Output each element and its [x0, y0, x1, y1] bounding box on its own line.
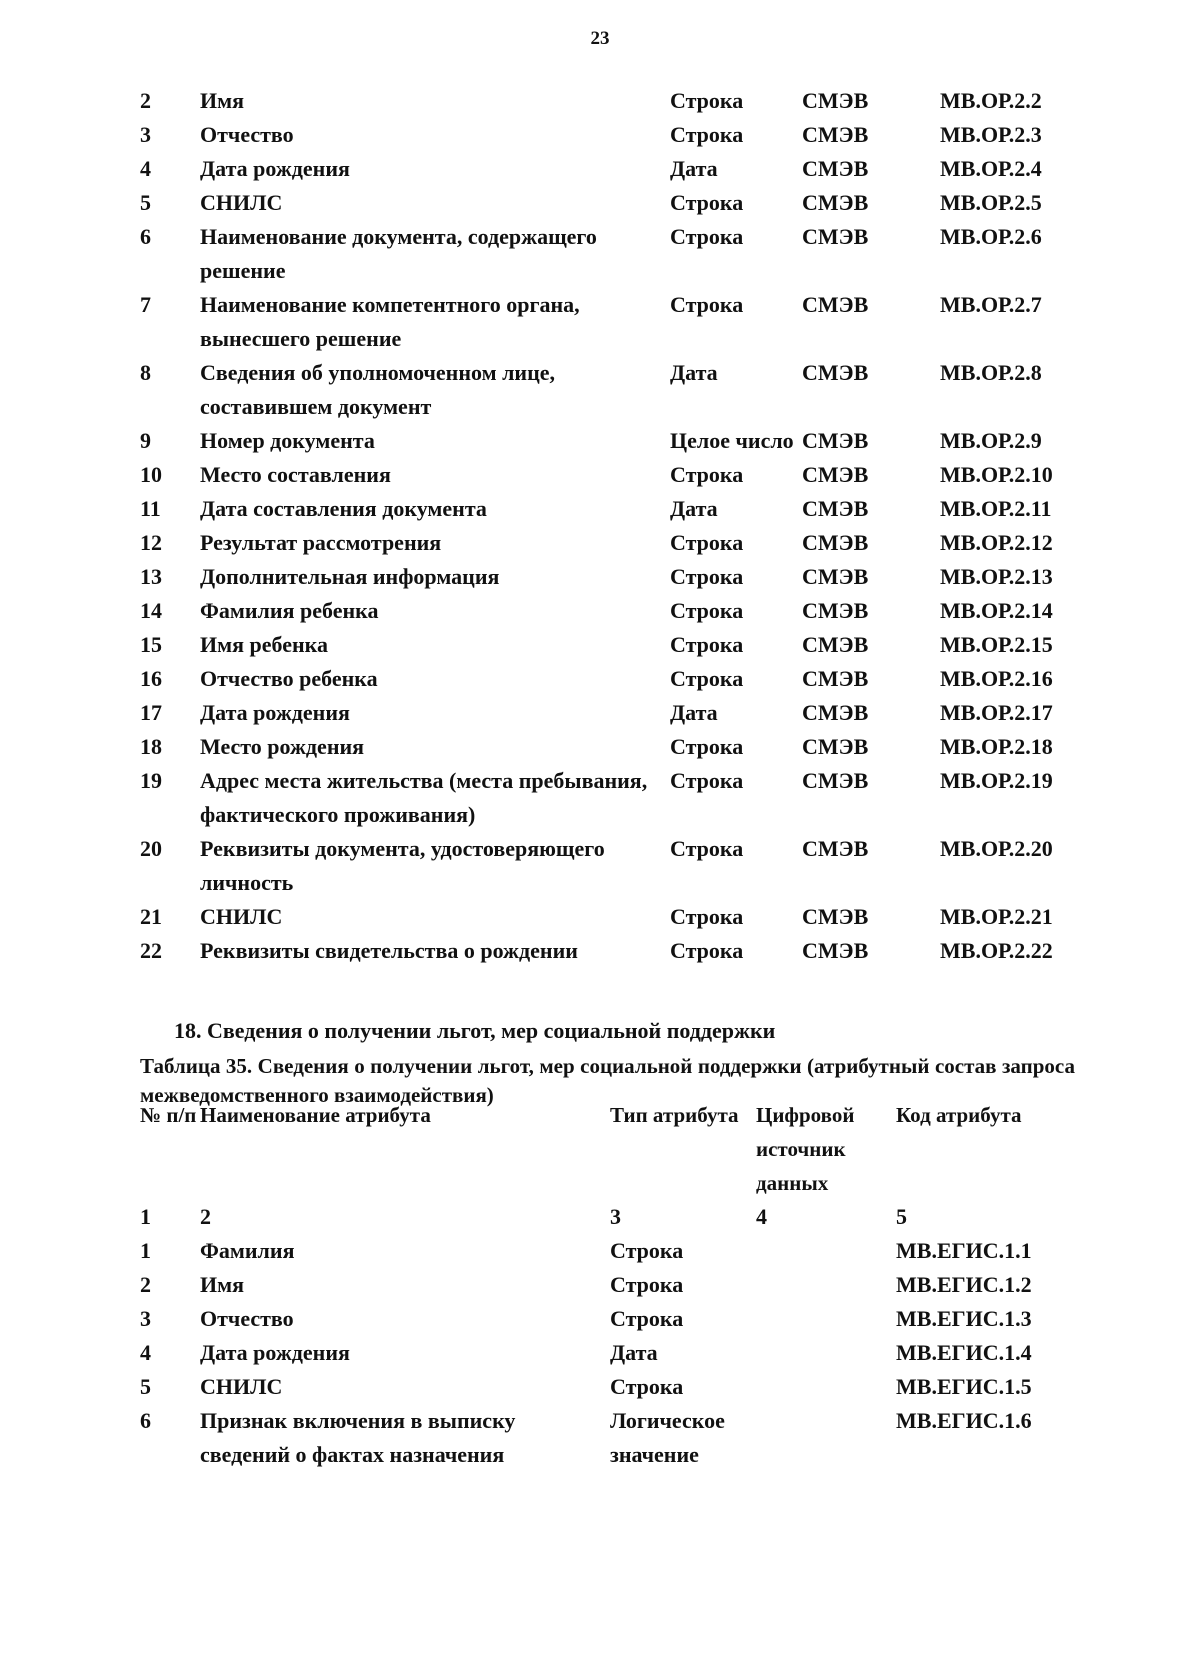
row-number: 3 — [140, 1306, 151, 1331]
row-number: 6 — [140, 224, 151, 249]
attribute-name: Дата рождения — [200, 156, 350, 181]
table-row — [140, 220, 1080, 288]
attribute-name: Признак включения в выписку сведений о фактах назначения — [200, 1408, 516, 1467]
attribute-type: Строка — [670, 598, 744, 623]
attribute-name: Дата рождения — [200, 1340, 350, 1365]
attribute-code: МВ.ОР.2.10 — [940, 462, 1053, 487]
table-row — [140, 458, 1080, 492]
table-row — [140, 1268, 1080, 1302]
row-number: 1 — [140, 1238, 151, 1263]
attribute-type: Строка — [670, 836, 744, 861]
attribute-name: Фамилия ребенка — [200, 598, 379, 623]
row-number: 21 — [140, 904, 162, 929]
attribute-type: Строка — [670, 122, 744, 147]
column-number-3: 3 — [610, 1204, 621, 1229]
attribute-name: Фамилия — [200, 1238, 295, 1263]
attribute-type: Строка — [610, 1238, 684, 1263]
row-number: 10 — [140, 462, 162, 487]
data-source: СМЭВ — [802, 836, 869, 861]
attribute-type: Дата — [670, 700, 718, 725]
column-number-2: 2 — [200, 1204, 211, 1229]
table-row — [140, 424, 1080, 458]
attribute-name: Дата рождения — [200, 700, 350, 725]
attribute-name: Отчество ребенка — [200, 666, 378, 691]
header-source: Цифровой источник данных — [756, 1103, 855, 1195]
attribute-code: МВ.ЕГИС.1.6 — [896, 1408, 1032, 1433]
attribute-type: Строка — [670, 768, 744, 793]
table-row — [140, 594, 1080, 628]
table-row — [140, 1370, 1080, 1404]
attribute-code: МВ.ЕГИС.1.1 — [896, 1238, 1032, 1263]
row-number: 9 — [140, 428, 151, 453]
row-number: 14 — [140, 598, 162, 623]
row-number: 5 — [140, 190, 151, 215]
data-source: СМЭВ — [802, 292, 869, 317]
attribute-type: Строка — [610, 1374, 684, 1399]
data-source: СМЭВ — [802, 564, 869, 589]
row-number: 13 — [140, 564, 162, 589]
attribute-type: Строка — [670, 666, 744, 691]
attribute-code: МВ.ОР.2.20 — [940, 836, 1053, 861]
column-numbers-row — [140, 1200, 1080, 1234]
attribute-type: Строка — [610, 1306, 684, 1331]
attribute-code: МВ.ОР.2.11 — [940, 496, 1052, 521]
row-number: 20 — [140, 836, 162, 861]
attribute-code: МВ.ОР.2.14 — [940, 598, 1053, 623]
table-row — [140, 764, 1080, 832]
table-header-row — [140, 1098, 1080, 1200]
data-source: СМЭВ — [802, 462, 869, 487]
attribute-code: МВ.ЕГИС.1.2 — [896, 1272, 1032, 1297]
attribute-name: Имя — [200, 88, 244, 113]
attributes-table-continued — [140, 84, 1080, 968]
table-row — [140, 118, 1080, 152]
data-source: СМЭВ — [802, 122, 869, 147]
attribute-type: Целое число — [670, 428, 794, 453]
table-row — [140, 186, 1080, 220]
data-source: СМЭВ — [802, 360, 869, 385]
row-number: 4 — [140, 1340, 151, 1365]
table-row — [140, 288, 1080, 356]
column-number-1: 1 — [140, 1204, 151, 1229]
row-number: 11 — [140, 496, 161, 521]
table-row — [140, 1302, 1080, 1336]
table-row — [140, 730, 1080, 764]
attribute-name: Результат рассмотрения — [200, 530, 442, 555]
attribute-code: МВ.ЕГИС.1.3 — [896, 1306, 1032, 1331]
table-row — [140, 1234, 1080, 1268]
attribute-name: Отчество — [200, 1306, 294, 1331]
data-source: СМЭВ — [802, 598, 869, 623]
data-source: СМЭВ — [802, 938, 869, 963]
data-source: СМЭВ — [802, 428, 869, 453]
attribute-type: Строка — [670, 564, 744, 589]
row-number: 2 — [140, 1272, 151, 1297]
attribute-type: Строка — [670, 88, 744, 113]
attribute-code: МВ.ЕГИС.1.4 — [896, 1340, 1032, 1365]
table-row — [140, 1336, 1080, 1370]
attribute-code: МВ.ОР.2.19 — [940, 768, 1053, 793]
attribute-type: Дата — [670, 156, 718, 181]
data-source: СМЭВ — [802, 190, 869, 215]
table-row — [140, 900, 1080, 934]
attribute-type: Строка — [670, 734, 744, 759]
table-caption: Таблица 35. Сведения о получении льгот, мер социальной поддержки (атрибутный состав запроса межведомственного взаимодействия) — [140, 1054, 1075, 1107]
attribute-code: МВ.ОР.2.13 — [940, 564, 1053, 589]
attribute-name: СНИЛС — [200, 190, 283, 215]
table-row — [140, 356, 1080, 424]
attribute-type: Логическое значение — [610, 1408, 725, 1467]
attribute-type: Строка — [670, 632, 744, 657]
attribute-name: Дата составления документа — [200, 496, 487, 521]
attribute-name: Место рождения — [200, 734, 365, 759]
header-type: Тип атрибута — [610, 1103, 739, 1127]
header-num: № п/п — [140, 1103, 197, 1127]
row-number: 8 — [140, 360, 151, 385]
attribute-type: Строка — [670, 938, 744, 963]
attribute-code: МВ.ОР.2.22 — [940, 938, 1053, 963]
row-number: 2 — [140, 88, 151, 113]
row-number: 12 — [140, 530, 162, 555]
attribute-name: Дополнительная информация — [200, 564, 500, 589]
row-number: 19 — [140, 768, 162, 793]
attribute-name: Номер документа — [200, 428, 375, 453]
attribute-code: МВ.ЕГИС.1.5 — [896, 1374, 1032, 1399]
table-row — [140, 152, 1080, 186]
page-number: 23 — [590, 28, 610, 49]
attribute-name: Отчество — [200, 122, 294, 147]
attributes-table-35 — [140, 1098, 1080, 1472]
row-number: 16 — [140, 666, 162, 691]
attribute-type: Дата — [670, 496, 718, 521]
attribute-name: Наименование документа, содержащего решение — [200, 224, 597, 283]
data-source: СМЭВ — [802, 700, 869, 725]
data-source: СМЭВ — [802, 530, 869, 555]
attribute-type: Строка — [670, 224, 744, 249]
row-number: 15 — [140, 632, 162, 657]
data-source: СМЭВ — [802, 156, 869, 181]
attribute-code: МВ.ОР.2.15 — [940, 632, 1053, 657]
row-number: 17 — [140, 700, 162, 725]
attribute-code: МВ.ОР.2.9 — [940, 428, 1042, 453]
attribute-name: Сведения об уполномоченном лице, составившем документ — [200, 360, 556, 419]
attribute-name: Адрес места жительства (места пребывания, фактического проживания) — [200, 768, 648, 827]
table-row — [140, 662, 1080, 696]
attribute-type: Дата — [610, 1340, 658, 1365]
attribute-type: Дата — [670, 360, 718, 385]
row-number: 5 — [140, 1374, 151, 1399]
table-row — [140, 628, 1080, 662]
row-number: 6 — [140, 1408, 151, 1433]
table-row — [140, 1404, 1080, 1472]
data-source: СМЭВ — [802, 666, 869, 691]
attribute-name: Имя — [200, 1272, 244, 1297]
table-row — [140, 492, 1080, 526]
attribute-type: Строка — [670, 530, 744, 555]
table-row — [140, 84, 1080, 118]
row-number: 18 — [140, 734, 162, 759]
table-row — [140, 696, 1080, 730]
table-body — [140, 1234, 1080, 1472]
header-name: Наименование атрибута — [200, 1103, 431, 1127]
attribute-name: Реквизиты свидетельства о рождении — [200, 938, 578, 963]
attribute-code: МВ.ОР.2.6 — [940, 224, 1042, 249]
row-number: 22 — [140, 938, 162, 963]
attribute-code: МВ.ОР.2.12 — [940, 530, 1053, 555]
attribute-name: Место составления — [200, 462, 391, 487]
attribute-type: Строка — [670, 190, 744, 215]
attribute-name: СНИЛС — [200, 1374, 283, 1399]
table-row — [140, 560, 1080, 594]
table-row — [140, 526, 1080, 560]
attribute-code: МВ.ОР.2.4 — [940, 156, 1042, 181]
attribute-type: Строка — [670, 462, 744, 487]
data-source: СМЭВ — [802, 734, 869, 759]
attribute-code: МВ.ОР.2.2 — [940, 88, 1042, 113]
attribute-type: Строка — [670, 292, 744, 317]
data-source: СМЭВ — [802, 768, 869, 793]
attribute-name: Реквизиты документа, удостоверяющего личность — [200, 836, 605, 895]
data-source: СМЭВ — [802, 496, 869, 521]
row-number: 3 — [140, 122, 151, 147]
attribute-name: СНИЛС — [200, 904, 283, 929]
row-number: 7 — [140, 292, 151, 317]
data-source: СМЭВ — [802, 632, 869, 657]
table-row — [140, 832, 1080, 900]
row-number: 4 — [140, 156, 151, 181]
attribute-code: МВ.ОР.2.21 — [940, 904, 1053, 929]
attribute-name: Имя ребенка — [200, 632, 328, 657]
header-code: Код атрибута — [896, 1103, 1022, 1127]
attribute-code: МВ.ОР.2.5 — [940, 190, 1042, 215]
attribute-code: МВ.ОР.2.3 — [940, 122, 1042, 147]
attribute-type: Строка — [670, 904, 744, 929]
attribute-code: МВ.ОР.2.18 — [940, 734, 1053, 759]
data-source: СМЭВ — [802, 904, 869, 929]
data-source: СМЭВ — [802, 224, 869, 249]
column-number-5: 5 — [896, 1204, 907, 1229]
attribute-code: МВ.ОР.2.17 — [940, 700, 1053, 725]
data-source: СМЭВ — [802, 88, 869, 113]
attribute-code: МВ.ОР.2.16 — [940, 666, 1053, 691]
column-number-4: 4 — [756, 1204, 767, 1229]
section-heading: 18. Сведения о получении льгот, мер социальной поддержки — [174, 1018, 776, 1043]
attribute-code: МВ.ОР.2.7 — [940, 292, 1042, 317]
attribute-name: Наименование компетентного органа, вынесшего решение — [200, 292, 580, 351]
table-row — [140, 934, 1080, 968]
attribute-code: МВ.ОР.2.8 — [940, 360, 1042, 385]
attribute-type: Строка — [610, 1272, 684, 1297]
